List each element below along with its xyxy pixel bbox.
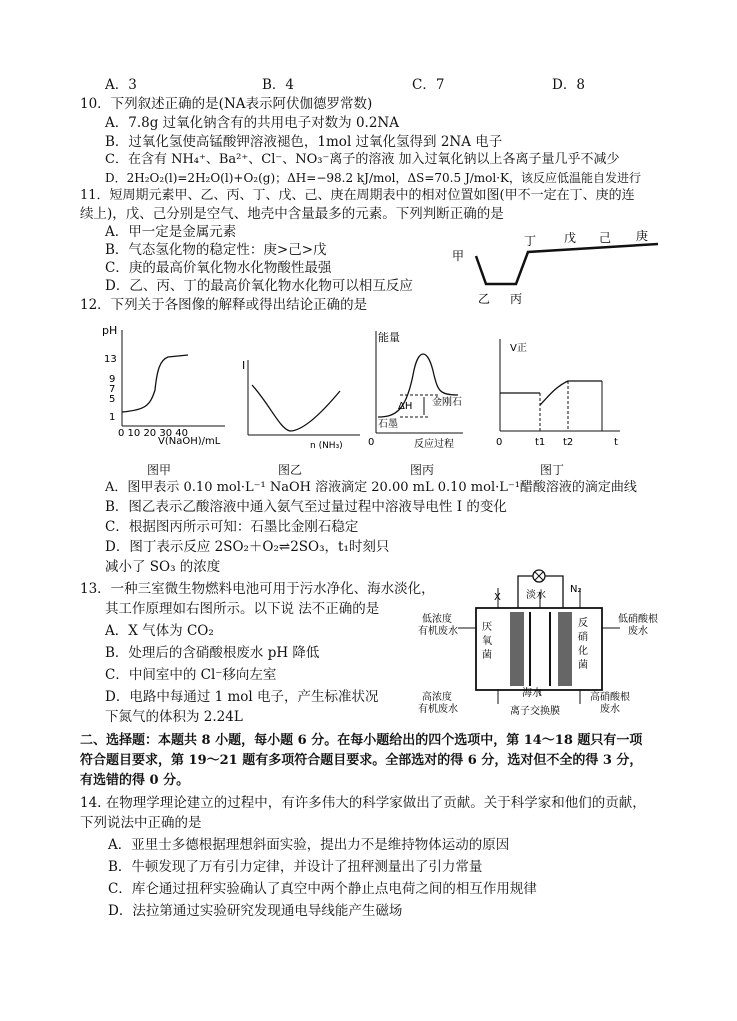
- svg-text:7: 7: [109, 384, 116, 395]
- label-ding: 丁: [524, 234, 537, 248]
- q13-option-d-line2: 下氮气的体积为 2.24L: [105, 709, 243, 725]
- q12-option-c: C．根据图丙所示可知：石墨比金刚石稳定: [105, 519, 359, 535]
- q9-option-b: B．4: [262, 77, 295, 93]
- svg-text:厌: 厌: [482, 622, 492, 633]
- q14-option-b: B．牛顿发现了万有引力定律，并设计了扭秤测量出了引力常量: [108, 859, 483, 875]
- svg-text:能量: 能量: [378, 331, 400, 344]
- svg-text:ΔH: ΔH: [398, 401, 413, 412]
- svg-text:0: 0: [496, 437, 503, 448]
- section2-instructions-line2: 符合题目要求，第 19～21 题有多项符合题目要求。全部选对的得 6 分，选对但不全的得 3 分，: [80, 753, 643, 768]
- svg-text:反: 反: [578, 618, 588, 629]
- svg-text:反应过程: 反应过程: [414, 439, 454, 450]
- svg-text:t2: t2: [563, 437, 574, 448]
- q10-stem: 10．下列叙述正确的是(NA表示阿伏伽德罗常数): [80, 96, 373, 112]
- q11-option-a: A．甲一定是金属元素: [105, 224, 237, 240]
- svg-text:5: 5: [109, 394, 116, 405]
- q13-stem-line1: 13．一种三室微生物燃料电池可用于污水净化、海水淡化，: [80, 581, 435, 597]
- svg-text:硝: 硝: [578, 632, 588, 643]
- svg-text:废水: 废水: [628, 626, 648, 637]
- q13-option-a: A．X 气体为 CO₂: [105, 623, 214, 639]
- svg-text:有机废水: 有机废水: [418, 626, 458, 637]
- label-bing: 丙: [510, 292, 523, 306]
- q13-fuel-cell-diagram: [418, 568, 688, 718]
- svg-text:9: 9: [109, 374, 116, 385]
- q13-option-d-line1: D．电路中每通过 1 mol 电子，产生标准状况: [105, 689, 379, 705]
- q11-option-c: C．庚的最高价氧化物水化物酸性最强: [105, 260, 332, 276]
- q10-option-b: B．过氧化氢使高锰酸钾溶液褪色，1mol 过氧化氢得到 2NA 电子: [105, 134, 503, 150]
- svg-text:t: t: [614, 437, 618, 448]
- svg-text:pH: pH: [102, 324, 118, 337]
- q12-option-a: A．图甲表示 0.10 mol·L⁻¹ NaOH 溶液滴定 20.00 mL 0.10 mol·L⁻¹醋酸溶液的滴定曲线: [105, 480, 637, 495]
- label-wu: 戊: [564, 231, 577, 245]
- fig-bing-energy: [368, 325, 468, 453]
- fig-jia-titration-curve: [100, 320, 230, 445]
- svg-text:菌: 菌: [578, 660, 588, 671]
- q14-stem-line1: 14. 在物理学理论建立的过程中，有许多伟大的科学家做出了贡献。关于科学家和他们的贡献，: [80, 795, 646, 811]
- q11-option-d: D．乙、丙、丁的最高价氧化物水化物可以相互反应: [105, 278, 413, 294]
- q11-periodic-figure: [448, 228, 688, 308]
- q10-option-a: A．7.8g 过氧化钠含有的共用电子对数为 0.2NA: [105, 115, 399, 131]
- svg-text:化: 化: [578, 646, 588, 657]
- svg-text:菌: 菌: [482, 650, 492, 661]
- q14-stem-line2: 下列说法中正确的是: [80, 815, 202, 831]
- svg-text:淡水: 淡水: [526, 590, 546, 601]
- q12-option-d-line2: 减小了 SO₃ 的浓度: [105, 559, 221, 575]
- fig-ding-caption: 图丁: [540, 463, 565, 477]
- q14-option-a: A．亚里士多德根据理想斜面实验，提出力不是维持物体运动的原因: [108, 837, 510, 853]
- section2-instructions-line3: 有选错的得 0 分。: [80, 773, 190, 788]
- q10-option-c: C．在含有 NH₄⁺、Ba²⁺、Cl⁻、NO₃⁻离子的溶液 加入过氧化钠以上各离子量几乎不减少: [105, 152, 620, 167]
- q14-option-c: C．库仑通过扭秤实验确认了真空中两个静止点电荷之间的相互作用规律: [108, 881, 537, 897]
- section2-instructions-line1: 二、选择题：本题共 8 小题，每小题 6 分。在每小题给出的四个选项中，第 14～18 题只有一项: [80, 733, 643, 748]
- svg-text:V(NaOH)/mL: V(NaOH)/mL: [158, 436, 221, 445]
- fig-jia-caption: 图甲: [147, 463, 172, 477]
- svg-text:t1: t1: [535, 437, 546, 448]
- label-ji: 己: [599, 231, 612, 245]
- svg-text:V正: V正: [510, 343, 527, 354]
- svg-text:海水: 海水: [522, 688, 542, 699]
- q11-stem-line1: 11．短周期元素甲、乙、丙、丁、戊、己、庚在周期表中的相对位置如图(甲不一定在丁、庚的连: [80, 188, 635, 203]
- q14-option-d: D．法拉第通过实验研究发现通电导线能产生磁场: [108, 903, 403, 919]
- svg-text:I: I: [242, 359, 246, 372]
- q9-option-c: C．7: [412, 77, 445, 93]
- q11-stem-line2: 续上)，戊、己分别是空气、地壳中含量最多的元素。下列判断正确的是: [80, 206, 504, 222]
- svg-text:有机废水: 有机废水: [418, 704, 458, 715]
- svg-text:13: 13: [104, 354, 117, 365]
- q10-option-d: D．2H₂O₂(l)=2H₂O(l)+O₂(g)；ΔH=−98.2 kJ/mol，ΔS=70.5 J/mol·K，该反应低温能自发进行: [105, 171, 642, 185]
- svg-text:氧: 氧: [482, 636, 492, 647]
- svg-text:1: 1: [109, 412, 116, 423]
- fig-bing-caption: 图丙: [410, 463, 435, 477]
- svg-text:金刚石: 金刚石: [432, 397, 462, 408]
- q13-option-b: B．处理后的含硝酸根废水 pH 降低: [105, 645, 320, 661]
- svg-text:n (NH₃): n (NH₃): [310, 441, 343, 450]
- svg-text:石墨: 石墨: [378, 419, 398, 430]
- q11-option-b: B．气态氢化物的稳定性：庚>己>戊: [105, 242, 327, 258]
- q12-option-b: B．图乙表示乙酸溶液中通入氨气至过量过程中溶液导电性 I 的变化: [105, 499, 507, 515]
- fig-yi-conductivity: [240, 355, 365, 450]
- q9-option-a: A．3: [105, 77, 137, 93]
- svg-text:X: X: [494, 592, 501, 603]
- fig-ding-rate: [490, 335, 630, 455]
- svg-text:高硝酸根: 高硝酸根: [590, 692, 630, 703]
- q12-stem: 12．下列关于各图像的解释或得出结论正确的是: [80, 297, 368, 313]
- svg-text:废水: 废水: [600, 704, 620, 715]
- q12-option-d-line1: D．图丁表示反应 2SO₂＋O₂⇌2SO₃，t₁时刻只: [105, 539, 390, 555]
- fig-yi-caption: 图乙: [278, 463, 303, 477]
- svg-text:0 10 20 30 40: 0 10 20 30 40: [118, 428, 188, 439]
- svg-text:离子交换膜: 离子交换膜: [510, 706, 560, 717]
- label-yi: 乙: [478, 292, 491, 306]
- svg-text:低浓度: 低浓度: [422, 614, 452, 625]
- q13-stem-line2: 其工作原理如右图所示。以下说 法不正确的是: [105, 601, 380, 617]
- svg-text:0: 0: [368, 437, 375, 448]
- label-jia: 甲: [452, 249, 465, 263]
- label-geng: 庚: [636, 229, 649, 243]
- q13-option-c: C．中间室中的 Cl⁻移向左室: [105, 667, 277, 683]
- svg-text:高浓度: 高浓度: [422, 692, 452, 703]
- svg-text:N₂: N₂: [570, 584, 582, 595]
- svg-text:低硝酸根: 低硝酸根: [618, 614, 658, 625]
- q9-option-d: D．8: [552, 77, 585, 93]
